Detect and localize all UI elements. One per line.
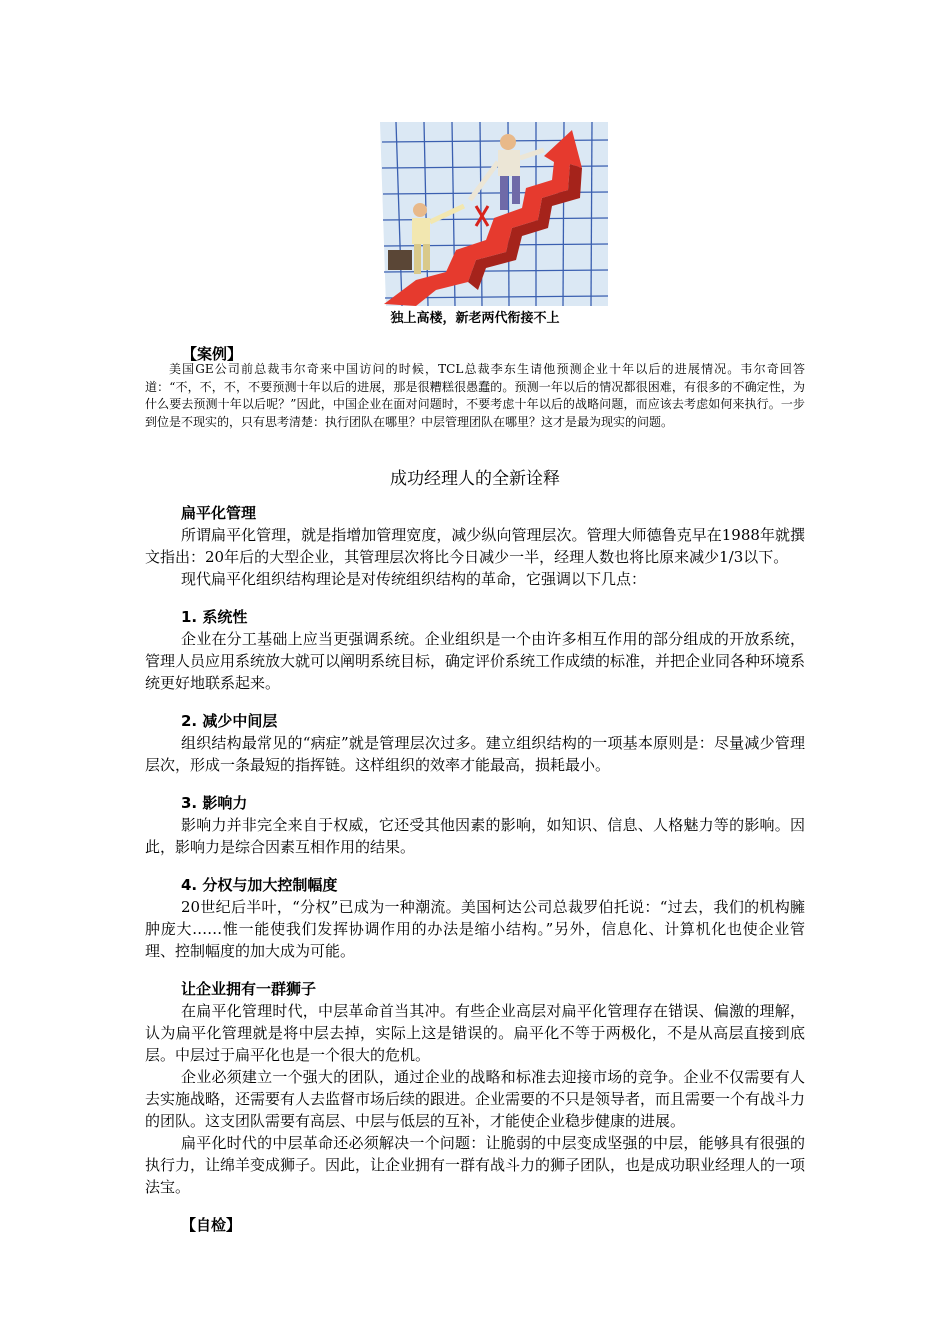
lions-paragraph-2: 企业必须建立一个强大的团队，通过企业的战略和标准去迎接市场的竞争。企业不仅需要有人去实施战略，还需要有人去监督市场后续的跟进。企业需要的不只是领导者，而且需要一个有战斗力的团队。这支团队需要有高层、中层与低层的互补，才能使企业稳步健康的进展。 xyxy=(145,1068,806,1130)
lions-paragraph-1: 在扁平化管理时代，中层革命首当其冲。有些企业高层对扁平化管理存在错误、偏激的理解，认为扁平化管理就是将中层去掉，实际上这是错误的。扁平化不等于两极化，不是从高层直接到底层。中层过于扁平化也是一个很大的危机。 xyxy=(145,1002,805,1064)
section-title: 成功经理人的全新诠释 xyxy=(390,469,560,489)
point-heading: 4. 分权与加大控制幅度 xyxy=(181,876,338,894)
flat-paragraph-1: 所谓扁平化管理，就是指增加管理宽度，减少纵向管理层次。管理大师德鲁克早在1988年就撰文指出：20年后的大型企业，其管理层次将比今日减少一半，经理人数也将比原来减少1/3以下。 xyxy=(145,526,805,566)
case-body: 美国GE公司前总裁韦尔奇来中国访问的时候，TCL总裁李东生请他预测企业十年以后的进展情况。韦尔奇回答道：“不，不，不，不要预测十年以后的进展，那是很糟糕很愚蠢的。预测一年以后的情况都很困难，有很多的不确定性，为什么要去预测十年以后呢？”因此，中国企业在面对问题时，不要考虑十年以后的战略问题，而应该去考虑如何来执行。一步到位是不现实的，只有思考清楚：执行团队在哪里？中层管理团队在哪里？这才是最为现实的问题。 xyxy=(145,362,805,429)
point-body: 组织结构最常见的“病症”就是管理层次过多。建立组织结构的一项基本原则是：尽量减少管理层次，形成一条最短的指挥链。这样组织的效率才能最高，损耗最小。 xyxy=(145,734,805,774)
figure-caption: 独上高楼，新老两代衔接不上 xyxy=(390,311,560,326)
point-heading: 2. 减少中间层 xyxy=(181,712,278,730)
lions-paragraph-3: 扁平化时代的中层革命还必须解决一个问题：让脆弱的中层变成坚强的中层，能够具有很强的执行力，让绵羊变成狮子。因此，让企业拥有一群有战斗力的狮子团队，也是成功职业经理人的一项法宝。 xyxy=(145,1134,806,1196)
lions-heading: 让企业拥有一群狮子 xyxy=(181,980,317,998)
point-body: 影响力并非完全来自于权威，它还受其他因素的影响，如知识、信息、人格魅力等的影响。因此，影响力是综合因素互相作用的结果。 xyxy=(145,816,805,856)
stairs-illustration xyxy=(376,122,608,306)
climbing-arrow-picture xyxy=(376,122,608,306)
point-body: 企业在分工基础上应当更强调系统。企业组织是一个由许多相互作用的部分组成的开放系统，管理人员应用系统放大就可以阐明系统目标，确定评价系统工作成绩的标准，并把企业同各种环境系统更好地联系起来。 xyxy=(145,630,806,692)
self-check-heading: 【自检】 xyxy=(181,1216,242,1234)
point-body: 20世纪后半叶，“分权”已成为一种潮流。美国柯达公司总裁罗伯托说：“过去，我们的机构臃肿庞大……惟一能使我们发挥协调作用的办法是缩小结构。”另外，信息化、计算机化也使企业管理、控制幅度的加大成为可能。 xyxy=(145,898,805,960)
case-heading: 【案例】 xyxy=(182,345,243,363)
point-heading: 3. 影响力 xyxy=(181,794,248,812)
main-text xyxy=(145,502,805,1236)
flat-paragraph-2: 现代扁平化组织结构理论是对传统组织结构的革命，它强调以下几点： xyxy=(181,570,647,588)
flat-management-heading: 扁平化管理 xyxy=(181,504,257,522)
point-heading: 1. 系统性 xyxy=(181,608,248,626)
